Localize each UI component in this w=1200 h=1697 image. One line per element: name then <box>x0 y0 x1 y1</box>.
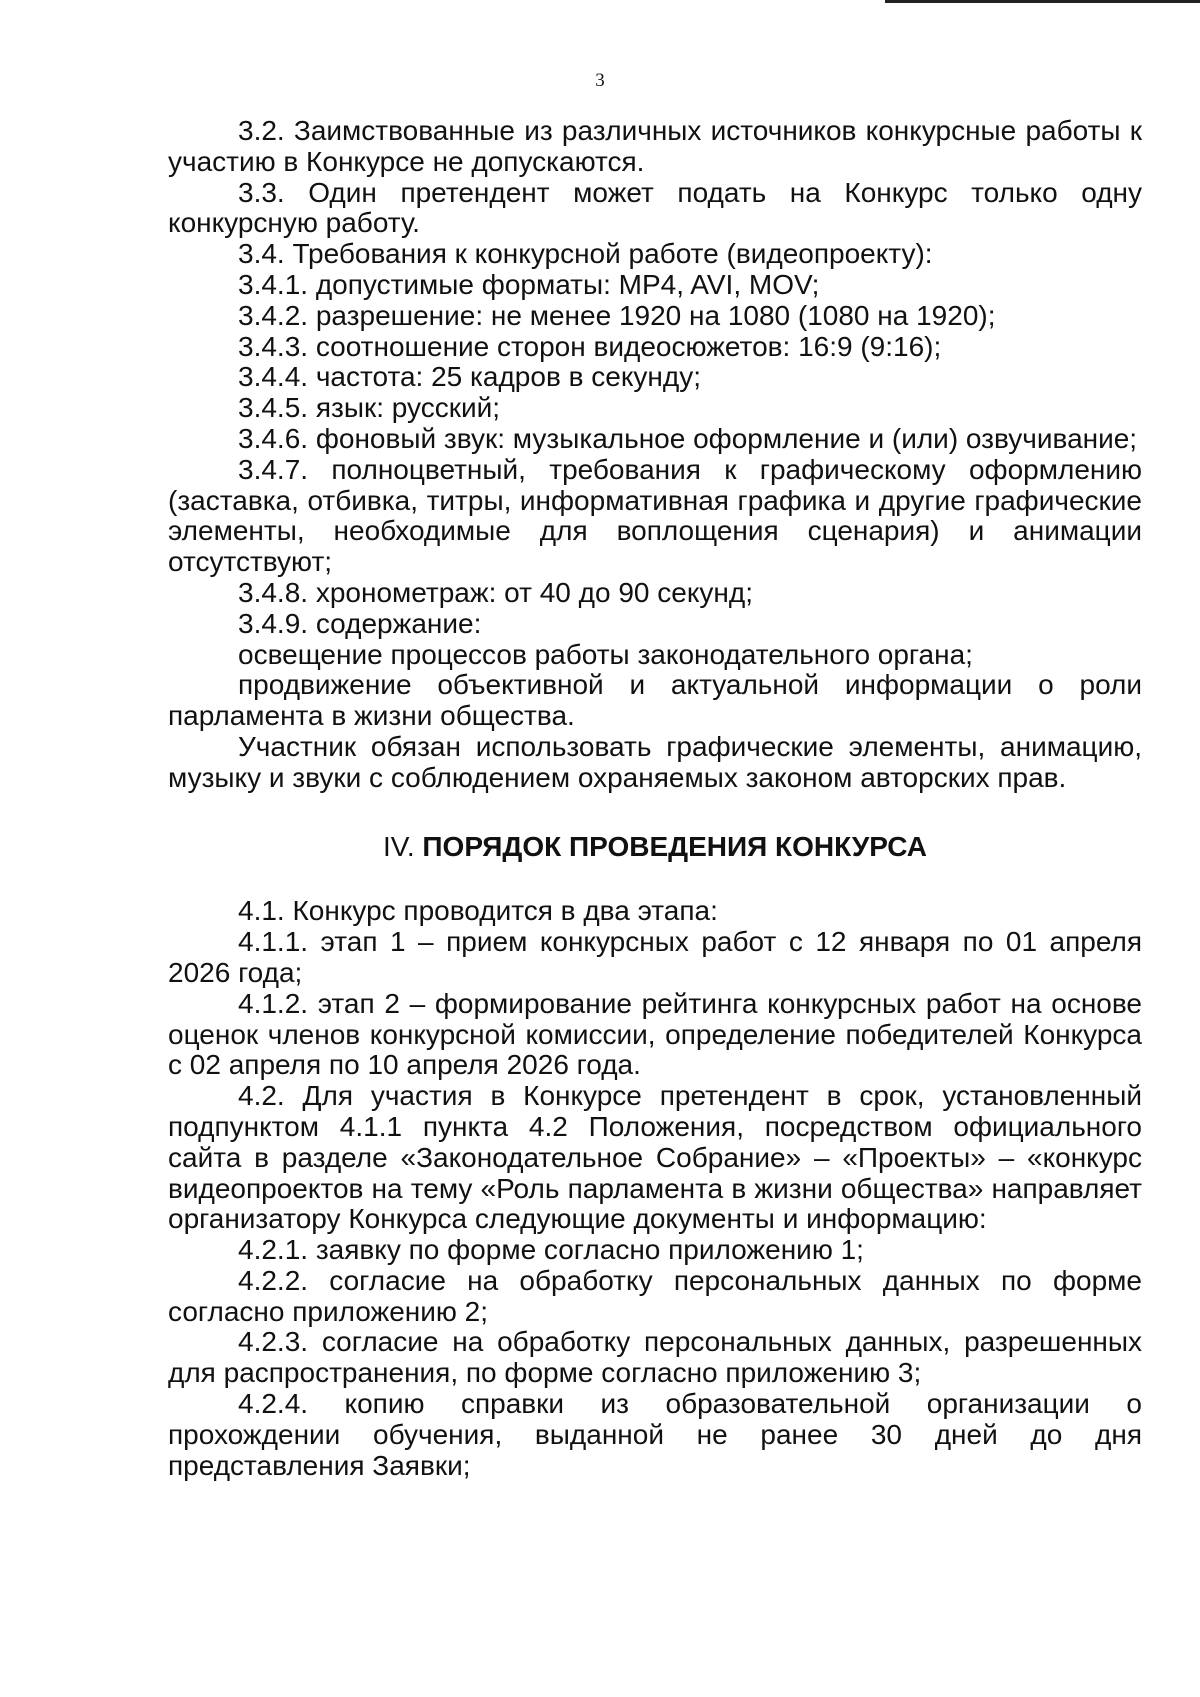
paragraph-4-2: 4.2. Для участия в Конкурсе претендент в срок, установленный подпунктом 4.1.1 пункта 4.2 Положения, посредством официального сайта в разделе «Законодательное Собрание» – «Проекты» – «конкурс видеопроектов на тему «Роль парламента в жизни общества» направляет организатору Конкурса следующие документы и информацию: <box>168 1080 1142 1235</box>
paragraph-3-4-7: 3.4.7. полноцветный, требования к графическому оформлению (заставка, отбивка, титры, информативная графика и другие графические элементы, необходимые для воплощения сценария) и анимации отсутствуют; <box>168 453 1142 578</box>
paragraph-3-4-3: 3.4.3. соотношение сторон видеосюжетов: 16:9 (9:16); <box>238 330 942 362</box>
paragraph-4-1: 4.1. Конкурс проводится в два этапа: <box>238 895 718 927</box>
paragraph-participant-obligation: Участник обязан использовать графические элементы, анимацию, музыку и звуки с соблюдением охраняемых законом авторских прав. <box>168 730 1142 793</box>
section-4-heading <box>168 832 1142 863</box>
paragraph-4-1-1: 4.1.1. этап 1 – прием конкурсных работ с 12 января по 01 апреля 2026 года; <box>168 926 1142 988</box>
paragraph-content-item-1: освещение процессов работы законодательного органа; <box>238 638 973 670</box>
paragraph-4-2-1: 4.2.1. заявку по форме согласно приложению 1; <box>238 1234 864 1266</box>
document-body <box>168 116 1142 1481</box>
paragraph-3-4-4: 3.4.4. частота: 25 кадров в секунду; <box>238 361 701 393</box>
paragraph-3-4-8: 3.4.8. хронометраж: от 40 до 90 секунд; <box>238 576 753 608</box>
paragraph-4-1-2: 4.1.2. этап 2 – формирование рейтинга конкурсных работ на основе оценок членов конкурсной комиссии, определение победителей Конкурса с 02 апреля по 10 апреля 2026 года. <box>168 987 1142 1081</box>
section-4-title: ПОРЯДОК ПРОВЕДЕНИЯ КОНКУРСА <box>422 830 928 862</box>
page-number: 3 <box>595 70 605 91</box>
paragraph-4-2-4: 4.2.4. копию справки из образовательной организации о прохождении обучения, выданной не ранее 30 дней до дня представления Заявки; <box>168 1388 1142 1481</box>
paragraph-3-4-1: 3.4.1. допустимые форматы: MP4, AVI, MOV; <box>238 268 820 300</box>
paragraph-3-3: 3.3. Один претендент может подать на Конкурс только одну конкурсную работу. <box>168 176 1142 239</box>
paragraph-3-4: 3.4. Требования к конкурсной работе (видеопроекту): <box>238 238 933 270</box>
paragraph-3-4-9: 3.4.9. содержание: <box>238 607 482 639</box>
paragraph-3-4-6: 3.4.6. фоновый звук: музыкальное оформление и (или) озвучивание; <box>238 422 1138 454</box>
paragraph-4-2-2: 4.2.2. согласие на обработку персональных данных по форме согласно приложению 2; <box>168 1264 1142 1327</box>
paragraph-content-item-2: продвижение объективной и актуальной информации о роли парламента в жизни общества. <box>168 669 1142 732</box>
paragraph-4-2-3: 4.2.3. согласие на обработку персональных данных, разрешенных для распространения, по форме согласно приложению 3; <box>168 1326 1142 1389</box>
paragraph-3-4-5: 3.4.5. язык: русский; <box>238 392 501 424</box>
paragraph-3-4-2: 3.4.2. разрешение: не менее 1920 на 1080 (1080 на 1920); <box>238 299 996 331</box>
section-4-numeral: IV. <box>382 830 415 862</box>
top-edge-rule <box>885 0 1200 3</box>
paragraph-3-2: 3.2. Заимствованные из различных источников конкурсные работы к участию в Конкурсе не допускаются. <box>168 115 1142 177</box>
